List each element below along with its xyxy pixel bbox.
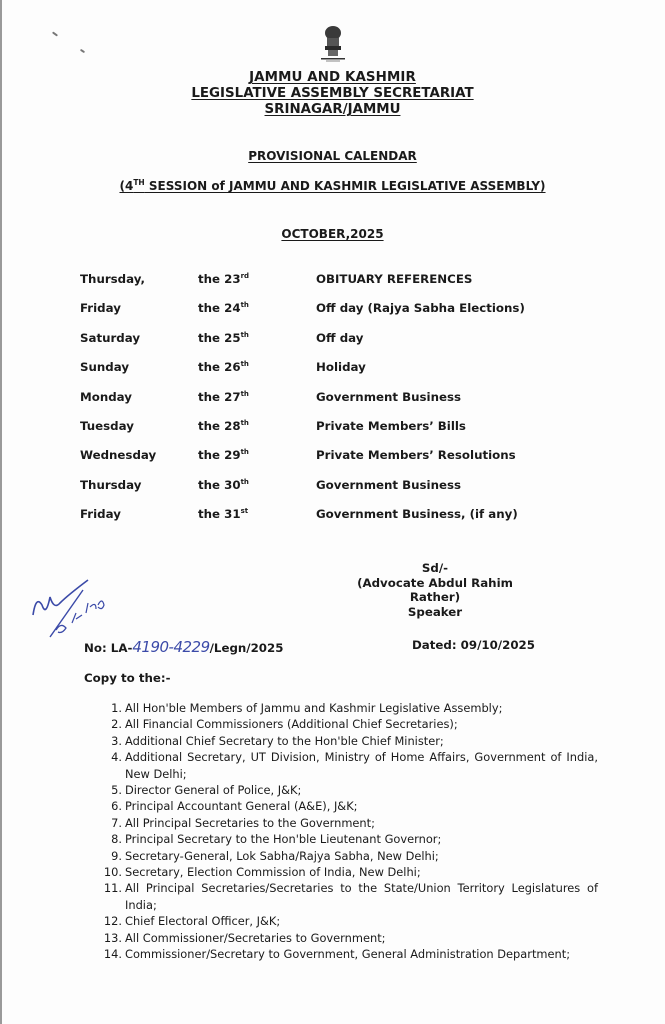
calendar-day: Thursday xyxy=(80,477,142,492)
header-line-1: JAMMU AND KASHMIR xyxy=(249,70,416,85)
calendar-event: Off day (Rajya Sabha Elections) xyxy=(316,301,525,316)
dated-field: Dated: 09/10/2025 xyxy=(412,638,535,652)
list-item: 6. Principal Accountant General (A&E), J&K; xyxy=(111,799,358,814)
session-title: (4TH SESSION of JAMMU AND KASHMIR LEGISLATIVE ASSEMBLY) xyxy=(119,178,546,193)
calendar-day: Tuesday xyxy=(80,418,134,433)
calendar-event: Government Business xyxy=(316,389,462,404)
list-item: 13. All Commissioner/Secretaries to Government; xyxy=(103,930,386,945)
reference-number: No: LA-4190-4229/Legn/2025 xyxy=(84,638,284,656)
calendar-day: Saturday xyxy=(80,330,141,345)
calendar-table xyxy=(80,272,560,537)
calendar-row xyxy=(80,507,560,536)
list-item: 8. Principal Secretary to the Hon'ble Lieutenant Governor; xyxy=(111,832,442,847)
signatory-name: (Advocate Abdul Rahim Rather) xyxy=(357,575,513,604)
calendar-event: Government Business xyxy=(316,477,462,492)
calendar-day: Wednesday xyxy=(80,448,157,463)
list-item: 1. All Hon'ble Members of Jammu and Kashmir Legislative Assembly; xyxy=(111,701,503,715)
calendar-row xyxy=(80,478,560,507)
calendar-event: Private Members’ Bills xyxy=(316,418,466,433)
copy-to-label: Copy to the:- xyxy=(84,671,171,685)
header-line-2: LEGISLATIVE ASSEMBLY SECRETARIAT xyxy=(191,86,474,101)
calendar-date: the 28th xyxy=(198,418,249,433)
list-item: 5. Director General of Police, J&K; xyxy=(111,783,302,798)
calendar-event: OBITUARY REFERENCES xyxy=(316,272,473,286)
calendar-day: Friday xyxy=(80,301,121,316)
scan-speck xyxy=(80,49,85,54)
calendar-event: Off day xyxy=(316,330,364,345)
calendar-date: the 24th xyxy=(198,301,249,316)
signatory-designation: Speaker xyxy=(407,604,463,619)
list-item: 10. Secretary, Election Commission of India, New Delhi; xyxy=(103,865,421,880)
list-item: 11. All Principal Secretaries/Secretaries to the State/Union Territory Legislatures of India; xyxy=(103,881,598,912)
calendar-day: Monday xyxy=(80,389,132,404)
calendar-date: the 30th xyxy=(198,477,249,492)
list-item: 2. All Financial Commissioners (Additional Chief Secretaries); xyxy=(111,717,458,732)
list-item: 4. Additional Secretary, UT Division, Ministry of Home Affairs, Government of India, New Delhi; xyxy=(111,750,598,781)
state-emblem-icon xyxy=(318,24,348,64)
calendar-event: Government Business, (if any) xyxy=(316,507,518,522)
calendar-date: the 31st xyxy=(198,507,249,522)
calendar-date: the 27th xyxy=(198,389,249,404)
handwritten-number: 4190-4229 xyxy=(132,638,210,656)
calendar-event: Holiday xyxy=(316,360,366,375)
calendar-date: the 29th xyxy=(198,448,249,463)
month-title: OCTOBER,2025 xyxy=(281,227,384,241)
calendar-date: the 26th xyxy=(198,360,249,375)
calendar-event: Private Members’ Resolutions xyxy=(316,448,516,463)
signature-sd: Sd/- xyxy=(421,561,449,575)
list-item: 3. Additional Chief Secretary to the Hon'ble Chief Minister; xyxy=(111,733,444,748)
handwritten-initials-icon xyxy=(28,575,128,645)
signature-block xyxy=(355,561,515,619)
calendar-row xyxy=(80,301,560,330)
calendar-row xyxy=(80,360,560,389)
calendar-row xyxy=(80,419,560,448)
calendar-row xyxy=(80,272,560,301)
calendar-day: Thursday, xyxy=(80,272,145,286)
document-title: PROVISIONAL CALENDAR xyxy=(248,149,417,163)
list-item: 9. Secretary-General, Lok Sabha/Rajya Sabha, New Delhi; xyxy=(111,848,439,863)
calendar-row xyxy=(80,331,560,360)
calendar-date: the 23rd xyxy=(198,272,250,286)
list-item: 7. All Principal Secretaries to the Government; xyxy=(111,815,375,830)
copy-to-list xyxy=(98,700,598,963)
calendar-row xyxy=(80,448,560,477)
calendar-row xyxy=(80,390,560,419)
calendar-day: Sunday xyxy=(80,360,130,375)
calendar-date: the 25th xyxy=(198,330,249,345)
scan-speck xyxy=(52,31,58,36)
list-item: 14. Commissioner/Secretary to Government, General Administration Department; xyxy=(103,947,571,962)
header-line-3: SRINAGAR/JAMMU xyxy=(264,102,401,117)
list-item: 12. Chief Electoral Officer, J&K; xyxy=(103,914,281,929)
calendar-day: Friday xyxy=(80,507,121,522)
